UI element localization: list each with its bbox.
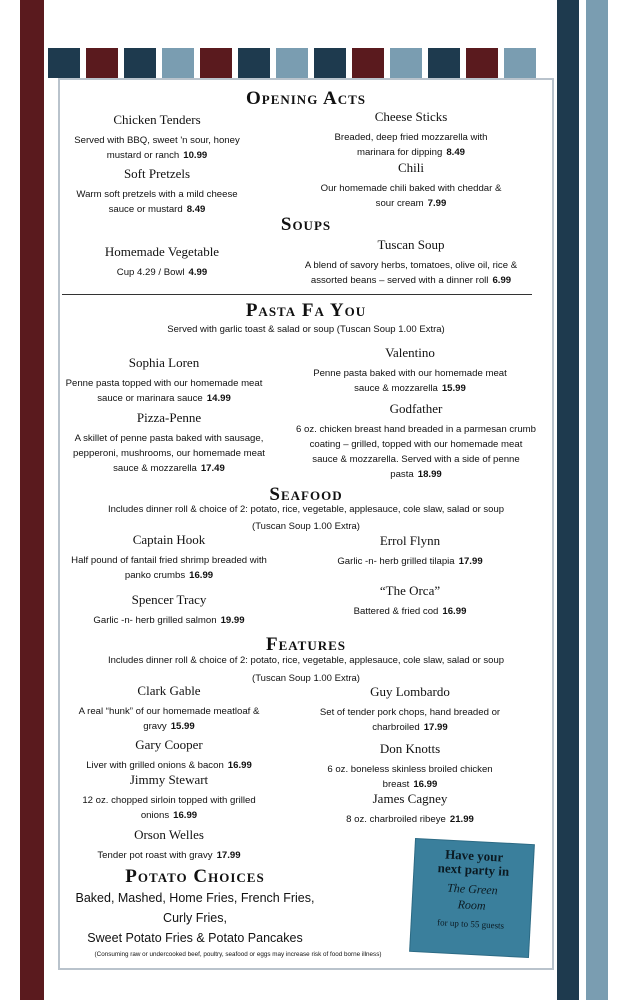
menu-item-errol-flynn xyxy=(310,533,510,569)
item-desc: A real “hunk” of our homemade meatloaf & gravy xyxy=(78,706,260,732)
section-title-features: Features xyxy=(265,634,347,655)
item-name: Jimmy Stewart xyxy=(129,772,209,787)
item-desc: Our homemade chili baked with cheddar & sour cream xyxy=(320,183,502,209)
menu-item-chili xyxy=(318,160,504,211)
menu-item-cheese-sticks xyxy=(318,109,504,160)
top-band-slate-3 xyxy=(390,48,422,78)
seafood-note: Includes dinner roll & choice of 2: potato, rice, vegetable, applesauce, cole slaw, salad or soup xyxy=(107,504,505,515)
item-price: 8.49 xyxy=(186,204,206,215)
item-price: 16.99 xyxy=(173,810,198,821)
item-desc: 8 oz. charbroiled ribeye xyxy=(346,814,446,825)
item-name: Guy Lombardo xyxy=(370,684,450,699)
item-desc: Half pound of fantail fried shrimp breaded with panko crumbs xyxy=(71,555,267,581)
section-title-seafood: Seafood xyxy=(269,484,343,505)
promo-line-4: Room xyxy=(457,897,486,913)
item-name: Homemade Vegetable xyxy=(104,244,220,259)
top-band-slate-1 xyxy=(162,48,194,78)
item-name: Don Knotts xyxy=(379,741,441,756)
item-name: Orson Welles xyxy=(134,827,204,842)
menu-item-guy-lombardo xyxy=(315,684,505,735)
party-room-promo xyxy=(410,839,534,957)
top-band-navy-5 xyxy=(428,48,460,78)
item-name: Errol Flynn xyxy=(379,533,441,548)
top-band-navy-3 xyxy=(238,48,270,78)
item-name: James Cagney xyxy=(372,791,448,806)
menu-item-sophia-loren xyxy=(64,355,264,406)
item-price: 10.99 xyxy=(183,150,208,161)
item-desc: Breaded, deep fried mozzarella with marinara for dipping xyxy=(334,132,488,158)
item-name: “The Orca” xyxy=(379,583,441,598)
top-band-slate-2 xyxy=(276,48,308,78)
item-name: Tuscan Soup xyxy=(377,237,445,252)
menu-item-homemade-vegetable xyxy=(64,244,260,280)
potato-options-line-1: Baked, Mashed, Home Fries, French Fries, Curly Fries, xyxy=(75,891,315,925)
item-price: 17.99 xyxy=(216,850,241,861)
item-price: 18.99 xyxy=(417,469,442,480)
item-price: 15.99 xyxy=(441,383,466,394)
top-band-navy-2 xyxy=(124,48,156,78)
item-desc: Garlic -n- herb grilled tilapia xyxy=(337,556,455,567)
item-desc: Set of tender pork chops, hand breaded or charbroiled xyxy=(319,707,501,733)
item-name: Spencer Tracy xyxy=(131,592,207,607)
item-desc: Liver with grilled onions & bacon xyxy=(86,760,224,771)
promo-line-3: The Green xyxy=(446,880,499,898)
item-desc: Tender pot roast with gravy xyxy=(97,850,213,861)
item-name: Sophia Loren xyxy=(128,355,200,370)
item-name: Soft Pretzels xyxy=(123,166,191,181)
item-desc: Warm soft pretzels with a mild cheese sauce or mustard xyxy=(76,189,238,215)
promo-line-5: for up to 55 guests xyxy=(436,917,505,931)
menu-item-jimmy-stewart xyxy=(64,772,274,823)
item-name: Captain Hook xyxy=(132,532,206,547)
item-price: 16.99 xyxy=(413,779,438,790)
item-desc: Cup 4.29 / Bowl xyxy=(116,267,185,278)
item-price: 16.99 xyxy=(442,606,467,617)
item-price: 19.99 xyxy=(220,615,245,626)
item-price: 16.99 xyxy=(189,570,214,581)
features-note-extra: (Tuscan Soup 1.00 Extra) xyxy=(252,673,360,684)
item-price: 17.49 xyxy=(200,463,225,474)
top-band-maroon-1 xyxy=(86,48,118,78)
item-desc: A blend of savory herbs, tomatoes, olive oil, rice & assorted beans – served with a dinner roll xyxy=(304,260,518,286)
menu-item-orson-welles xyxy=(64,827,274,863)
section-title-soups: Soups xyxy=(280,214,332,235)
item-name: Chicken Tenders xyxy=(113,112,201,127)
pasta-note: Served with garlic toast & salad or soup (Tuscan Soup 1.00 Extra) xyxy=(167,324,445,335)
item-price: 15.99 xyxy=(170,721,195,732)
top-band-maroon-4 xyxy=(466,48,498,78)
top-band-maroon-3 xyxy=(352,48,384,78)
item-price: 21.99 xyxy=(449,814,474,825)
item-price: 16.99 xyxy=(227,760,252,771)
menu-item-godfather xyxy=(296,401,536,482)
potato-options xyxy=(70,888,320,948)
item-desc: Penne pasta baked with our homemade meat sauce & mozzarella xyxy=(313,368,507,394)
menu-item-valentino xyxy=(310,345,510,396)
menu-item-tuscan-soup xyxy=(288,237,534,288)
seafood-note-extra: (Tuscan Soup 1.00 Extra) xyxy=(252,521,360,532)
left-maroon-stripe xyxy=(20,0,44,1000)
section-divider xyxy=(62,294,532,295)
item-desc: Battered & fried cod xyxy=(353,606,439,617)
promo-line-2: next party in xyxy=(437,860,510,879)
menu-item-spencer-tracy xyxy=(64,592,274,628)
menu-item-the-orca xyxy=(310,583,510,619)
features-note: Includes dinner roll & choice of 2: potato, rice, vegetable, applesauce, cole slaw, salad or soup xyxy=(107,655,505,666)
item-desc: Garlic -n- herb grilled salmon xyxy=(93,615,217,626)
top-band-navy-1 xyxy=(48,48,80,78)
food-safety-disclaimer: (Consuming raw or undercooked beef, poultry, seafood or eggs may increase risk of food borne illness) xyxy=(94,951,382,958)
item-name: Gary Cooper xyxy=(135,737,203,752)
right-slate-stripe xyxy=(586,0,608,1000)
item-desc: A skillet of penne pasta baked with sausage, pepperoni, mushrooms, our homemade meat sauce & mozzarella xyxy=(73,433,265,474)
item-name: Chili xyxy=(397,160,424,175)
top-band-navy-4 xyxy=(314,48,346,78)
item-price: 7.99 xyxy=(427,198,447,209)
menu-item-james-cagney xyxy=(315,791,505,827)
menu-item-pizza-penne xyxy=(64,410,274,476)
item-name: Clark Gable xyxy=(137,683,201,698)
item-name: Valentino xyxy=(385,345,435,360)
item-name: Pizza-Penne xyxy=(136,410,202,425)
top-band-slate-4 xyxy=(504,48,536,78)
section-title-pasta: Pasta Fa You xyxy=(245,300,367,321)
menu-item-don-knotts xyxy=(315,741,505,792)
item-desc: Served with BBQ, sweet 'n sour, honey mustard or ranch xyxy=(74,135,240,161)
menu-item-gary-cooper xyxy=(64,737,274,773)
menu-item-clark-gable xyxy=(64,683,274,734)
menu-item-soft-pretzels xyxy=(64,166,250,217)
item-desc: Penne pasta topped with our homemade meat sauce or marinara sauce xyxy=(65,378,263,404)
item-name: Godfather xyxy=(389,401,443,416)
potato-options-line-2: Sweet Potato Fries & Potato Pancakes xyxy=(87,931,303,945)
item-price: 4.99 xyxy=(188,267,208,278)
top-band-maroon-2 xyxy=(200,48,232,78)
right-navy-stripe xyxy=(557,0,579,1000)
section-title-potato-choices: Potato Choices xyxy=(125,866,265,887)
item-desc: 6 oz. chicken breast hand breaded in a parmesan crumb coating – grilled, topped with our homemade meat sauce & mozzarella. Served with a side of penne pasta xyxy=(296,424,536,480)
menu-item-captain-hook xyxy=(64,532,274,583)
item-price: 6.99 xyxy=(492,275,512,286)
item-price: 8.49 xyxy=(446,147,465,158)
item-desc: 6 oz. boneless skinless broiled chicken breast xyxy=(327,764,493,790)
item-price: 14.99 xyxy=(206,393,231,404)
menu-panel xyxy=(58,78,554,970)
section-title-opening-acts: Opening Acts xyxy=(245,88,367,109)
item-price: 17.99 xyxy=(458,556,483,567)
item-name: Cheese Sticks xyxy=(374,109,448,124)
item-price: 17.99 xyxy=(423,722,448,733)
menu-item-chicken-tenders xyxy=(64,112,250,163)
item-desc: 12 oz. chopped sirloin topped with grilled onions xyxy=(82,795,256,821)
promo-line-1: Have your xyxy=(444,846,504,865)
